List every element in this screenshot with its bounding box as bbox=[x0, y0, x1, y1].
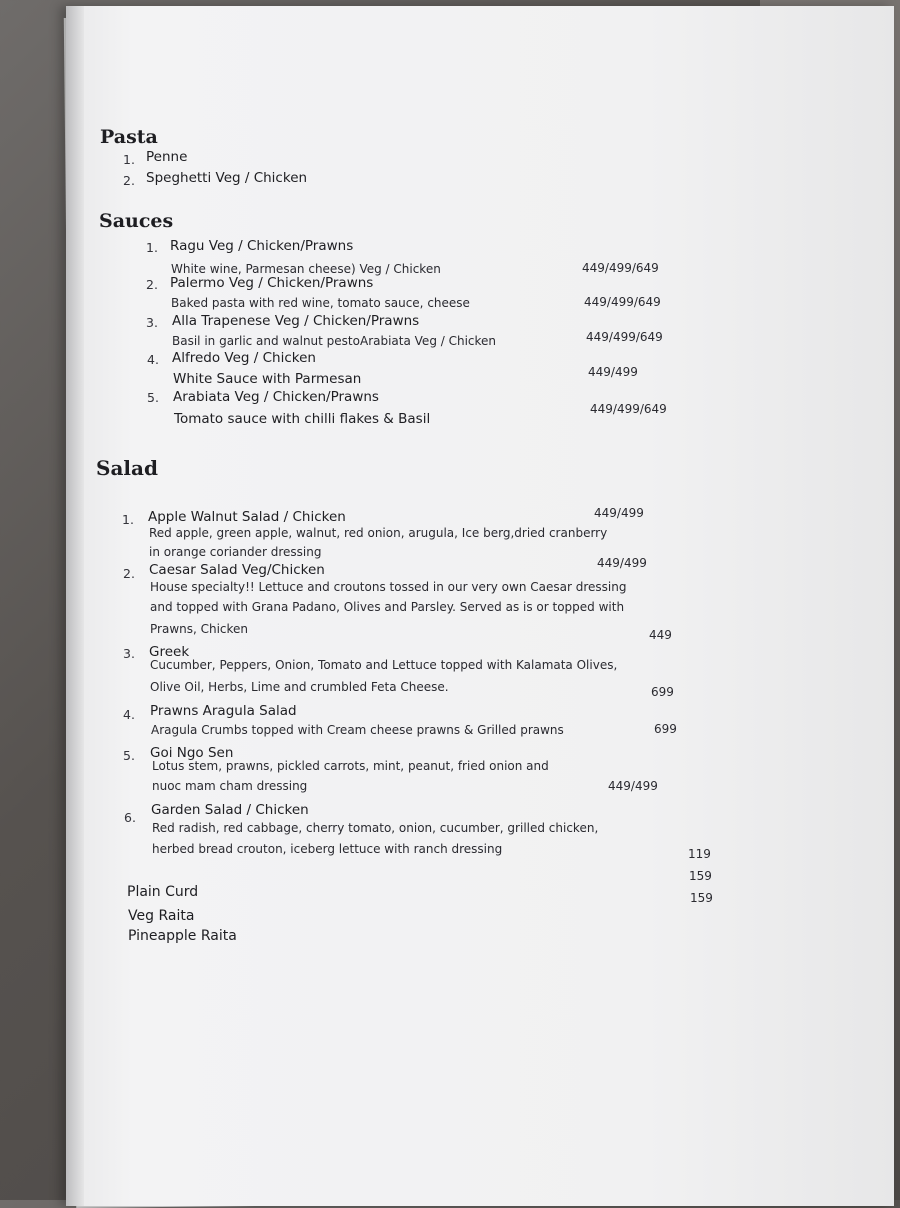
salad-item-price: 699 bbox=[654, 722, 677, 736]
salad-item-price: 449/499 bbox=[594, 506, 644, 520]
salad-item-price: 699 bbox=[651, 685, 674, 699]
salad-item-description: Olive Oil, Herbs, Lime and crumbled Feta Cheese. bbox=[150, 680, 449, 694]
sauce-item-title: Alla Trapenese Veg / Chicken/Prawns bbox=[172, 313, 420, 329]
salad-item-description: Aragula Crumbs topped with Cream cheese prawns & Grilled prawns bbox=[151, 723, 564, 737]
extra-item-title: Veg Raita bbox=[128, 908, 195, 924]
salad-item-description: nuoc mam cham dressing bbox=[152, 779, 308, 793]
sauce-item-number: 2. bbox=[146, 277, 158, 292]
salad-item-description: Prawns, Chicken bbox=[150, 622, 249, 636]
salad-item-title: Caesar Salad Veg/Chicken bbox=[149, 562, 325, 578]
sauce-item-price: 449/499/649 bbox=[582, 261, 659, 275]
sauce-item-description: Tomato sauce with chilli flakes & Basil bbox=[174, 411, 431, 427]
extra-item-title: Plain Curd bbox=[127, 884, 199, 900]
sauce-item-price: 449/499/649 bbox=[584, 295, 661, 309]
salad-item-number: 6. bbox=[124, 810, 136, 825]
pasta-item-number: 1. bbox=[123, 152, 135, 167]
extra-item-title: Pineapple Raita bbox=[128, 928, 237, 944]
sauce-item-title: Alfredo Veg / Chicken bbox=[172, 350, 316, 366]
section-heading-pasta: Pasta bbox=[100, 126, 158, 148]
salad-item-number: 5. bbox=[123, 748, 135, 763]
sauce-item-price: 449/499/649 bbox=[586, 330, 663, 344]
extra-item-price: 159 bbox=[690, 891, 713, 905]
section-heading-sauces: Sauces bbox=[99, 210, 174, 232]
salad-item-description: in orange coriander dressing bbox=[149, 545, 322, 559]
sauce-item-description: Baked pasta with red wine, tomato sauce, cheese bbox=[171, 296, 470, 310]
extra-item-price: 159 bbox=[689, 869, 712, 883]
sauce-item-description: White Sauce with Parmesan bbox=[173, 371, 362, 387]
sauce-item-price: 449/499 bbox=[588, 365, 638, 379]
pasta-item-number: 2. bbox=[123, 173, 135, 188]
salad-item-title: Greek bbox=[149, 644, 190, 660]
salad-item-description: House specialty!! Lettuce and croutons tossed in our very own Caesar dressing bbox=[150, 580, 627, 594]
sauce-item-description: Basil in garlic and walnut pestoArabiata Veg / Chicken bbox=[172, 334, 497, 348]
salad-item-number: 3. bbox=[123, 646, 135, 661]
salad-item-number: 2. bbox=[123, 566, 135, 581]
salad-item-description: Red apple, green apple, walnut, red onion, arugula, Ice berg,dried cranberry bbox=[149, 526, 608, 540]
sauce-item-number: 5. bbox=[147, 390, 159, 405]
salad-item-title: Prawns Aragula Salad bbox=[150, 703, 297, 719]
extra-item-price: 119 bbox=[688, 847, 711, 861]
salad-item-title: Apple Walnut Salad / Chicken bbox=[148, 509, 346, 525]
sauce-item-number: 4. bbox=[147, 352, 159, 367]
salad-item-price: 449/499 bbox=[608, 779, 658, 793]
salad-item-price: 449/499 bbox=[597, 556, 647, 570]
salad-item-description: Lotus stem, prawns, pickled carrots, mint, peanut, fried onion and bbox=[152, 759, 549, 773]
pasta-item-title: Penne bbox=[146, 149, 188, 165]
salad-item-number: 1. bbox=[122, 512, 134, 527]
salad-item-description: Red radish, red cabbage, cherry tomato, onion, cucumber, grilled chicken, bbox=[152, 821, 599, 835]
sauce-item-title: Palermo Veg / Chicken/Prawns bbox=[170, 275, 374, 291]
sauce-item-description: White wine, Parmesan cheese) Veg / Chicken bbox=[171, 262, 441, 276]
page-fold bbox=[66, 6, 84, 1206]
salad-item-price: 449 bbox=[649, 628, 672, 642]
pasta-item-title: Speghetti Veg / Chicken bbox=[146, 170, 308, 186]
section-heading-salad: Salad bbox=[96, 456, 158, 480]
salad-item-description: and topped with Grana Padano, Olives and Parsley. Served as is or topped with bbox=[150, 600, 625, 614]
sauce-item-title: Arabiata Veg / Chicken/Prawns bbox=[173, 389, 379, 405]
sauce-item-title: Ragu Veg / Chicken/Prawns bbox=[170, 238, 354, 254]
salad-item-number: 4. bbox=[123, 707, 135, 722]
sauce-item-number: 1. bbox=[146, 240, 158, 255]
sauce-item-price: 449/499/649 bbox=[590, 402, 667, 416]
salad-item-description: herbed bread crouton, iceberg lettuce with ranch dressing bbox=[152, 842, 503, 856]
salad-item-title: Goi Ngo Sen bbox=[150, 745, 234, 761]
sauce-item-number: 3. bbox=[146, 315, 158, 330]
menu-page bbox=[66, 6, 894, 1206]
salad-item-title: Garden Salad / Chicken bbox=[151, 802, 309, 818]
salad-item-description: Cucumber, Peppers, Onion, Tomato and Lettuce topped with Kalamata Olives, bbox=[150, 658, 618, 672]
